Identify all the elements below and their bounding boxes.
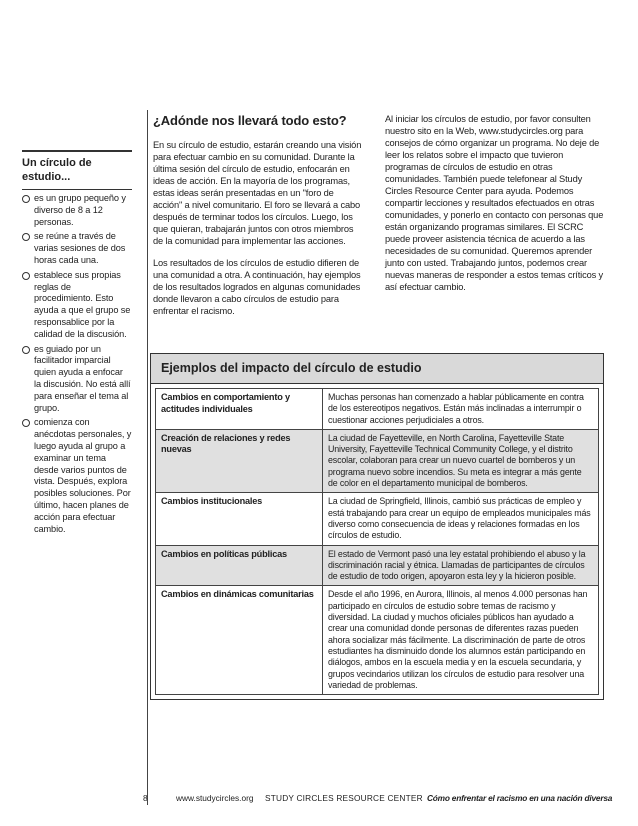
table-description-cell: Desde el año 1996, en Aurora, Illinois, al menos 4.000 personas han participado en círculos de estudio sobre temas de racismo y diversidad. La ciudad y muchos oficiales públicos han ayudado a crear una comunidad donde personas de diferentes razas pueden ahora socializar más fácilmente. La discriminación de parte de otros estudiantes ha disminuido donde los alumnos están participando en diálogos, ambos en la escuela media y en la escuela secundaria, y grupos vecindarios utilizan los círculos de estudio para resolver una variedad de problemas. — [328, 589, 588, 690]
impact-examples-table — [150, 353, 604, 700]
column-divider — [147, 110, 148, 805]
table-row — [155, 546, 599, 587]
footer-website-link[interactable]: www.studycircles.org — [176, 793, 254, 803]
bullet-circle-icon — [22, 233, 30, 241]
table-row — [155, 430, 599, 493]
table-description-cell: El estado de Vermont pasó una ley estatal prohibiendo el abuso y la discriminación racial y étnica. Llamadas de participantes de círculos de estudio de todo origen, apoyaron esta ley y la hicieron posible. — [328, 548, 586, 582]
sidebar-item: establece sus propias reglas de procedimiento. Esto ayuda a que el grupo se responsablice por la calidad de la discusión. — [22, 270, 132, 341]
table-description-cell: La ciudad de Springfield, Illinois, cambió sus prácticas de empleo y está trabajando para crear un equipo de empleados municipales más diverso como consecuencia de ideas y relaciones formadas en los círculos de estudio. — [328, 496, 591, 541]
intro-paragraph: En su círculo de estudio, estarán creando una visión para efectuar cambio en su comunidad. Durante la última sesión del círculo de estudio, enfocarán en ideas de acción. En la mayoría de los programas, estas ideas serán presentadas en un "foro de acción" a nivel comunitario. El foro se llevará a cabo después de terminar todos los círculos. Luego, los que quieran, trabajarán juntos con otros miembros de la comunidad para implementar las acciones. — [153, 140, 362, 246]
sidebar-title-rule — [22, 189, 132, 191]
footer-book-title: Cómo enfrentar el racismo en una nación diversa — [427, 793, 613, 803]
table-category-cell: Creación de relaciones y redes nuevas — [156, 430, 323, 492]
footer-organization: STUDY CIRCLES RESOURCE CENTER — [265, 793, 423, 803]
table-category-cell: Cambios en políticas públicas — [156, 546, 323, 586]
table-title: Ejemplos del impacto del círculo de estudio — [151, 354, 603, 384]
resources-paragraph: Al iniciar los círculos de estudio, por favor consulten nuestro sito en la Web, www.studycircles.org para consejos de cómo organizar un programa. No deje de leer los relatos sobre el impacto que tuvieron programas de círculos de estudio en otras comunidades. También puede telefonear al Study Circles Resource Center para ayuda. Podemos compartir lecciones y resultados efectuados en otras comunidades, y ponerlo en contacto con personas que están organizando programas similares. El SCRC puede proveer asistencia técnica de acuerdo a las necesidades de su comunidad. Queremos aprender junto con usted. Trabajando juntos, podemos crear nuevas maneras de responder a estos temas críticos y así efectuar cambio. — [385, 114, 604, 292]
sidebar-title: Un círculo de estudio... — [22, 156, 92, 183]
table-category-cell: Cambios en dinámicas comunitarias — [156, 586, 323, 694]
table-row — [155, 493, 599, 545]
results-paragraph: Los resultados de los círculos de estudio difieren de una comunidad a otra. A continuación, hay ejemplos de los resultados logrados en algunas comunidades donde llevaron a cabo círculos de estudio para enfrentar el racismo. — [153, 258, 361, 316]
page-number: 8 — [143, 793, 148, 803]
main-column-right — [385, 113, 605, 303]
bullet-circle-icon — [22, 346, 30, 354]
sidebar-item: es guiado por un facilitador imparcial quien ayuda a enfocar la discusión. No está allí para enseñar el tema al grupo. — [22, 344, 132, 415]
table-body — [155, 388, 599, 695]
table-category-cell: Cambios en comportamiento y actitudes individuales — [156, 389, 323, 429]
table-row — [155, 586, 599, 695]
sidebar-box — [22, 150, 132, 538]
sidebar-item: se reúne a través de varias sesiones de dos horas cada una. — [22, 231, 132, 266]
section-heading: ¿Adónde nos llevará todo esto? — [153, 113, 347, 128]
table-description-cell: La ciudad de Fayetteville, en North Carolina, Fayetteville State University, Fayetteville Technical Community College, y el distrito escolar, colaboran para crear un nuevo cuartel de bomberos y un programa nuevo sobre incendios. Su meta es integrar a más gente de color en el departamento municipal de bomberos. — [328, 432, 582, 489]
table-row — [155, 388, 599, 430]
table-description-cell: Muchas personas han comenzado a hablar públicamente en contra de los estereotipos negativos. Están más inclinadas a interrumpir o cuestionar acciones perjudiciales a otros. — [328, 392, 584, 425]
table-category-cell: Cambios institucionales — [156, 493, 323, 544]
sidebar-item: comienza con anécdotas personales, y luego ayuda al grupo a examinar un tema desde varios puntos de vista. Después, explora posibles soluciones. Por último, hacen planes de acción para efectuar cambio. — [22, 417, 132, 535]
bullet-circle-icon — [22, 419, 30, 427]
main-column-left — [153, 113, 365, 327]
sidebar-list — [22, 193, 132, 535]
bullet-circle-icon — [22, 272, 30, 280]
sidebar-item: es un grupo pequeño y diverso de 8 a 12 personas. — [22, 193, 132, 228]
bullet-circle-icon — [22, 195, 30, 203]
